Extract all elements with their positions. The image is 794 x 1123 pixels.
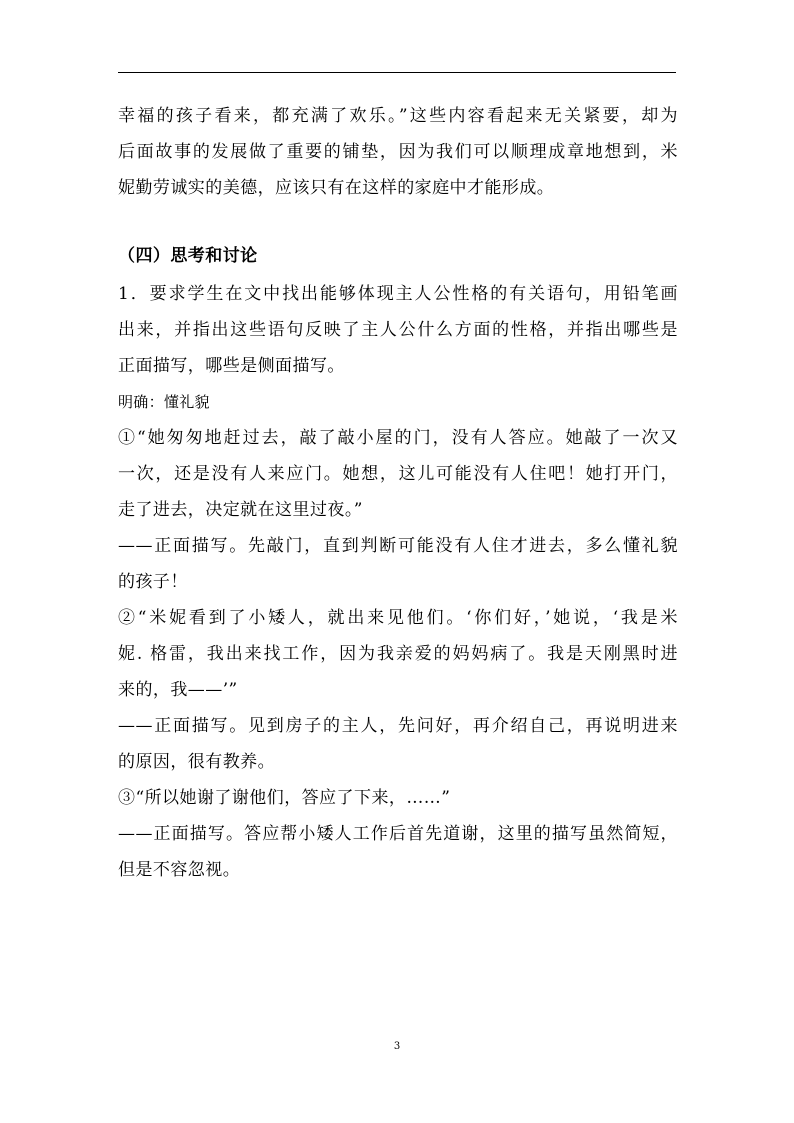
paragraph-line: 后面故事的发展做了重要的铺垫，因为我们可以顺理成章地想到，米 <box>118 142 678 162</box>
answer-label: 明确：懂礼貌 <box>118 393 210 411</box>
paragraph-line: 幸福的孩子看来，都充满了欢乐。”这些内容看起来无关紧要，却为 <box>118 106 678 126</box>
quote-line: 走了进去，决定就在这里过夜。” <box>118 500 363 520</box>
quote-line: ②“米妮看到了小矮人，就出来见他们。‘你们好，’她说，‘我是米 <box>118 608 678 628</box>
comment-line: ——正面描写。见到房子的主人，先问好，再介绍自己，再说明进来 <box>118 716 678 736</box>
header-rule <box>118 72 676 73</box>
comment-line: 但是不容忽视。 <box>118 860 241 880</box>
question-line: 出来，并指出这些语句反映了主人公什么方面的性格，并指出哪些是 <box>118 320 678 340</box>
question-line: 1．要求学生在文中找出能够体现主人公性格的有关语句，用铅笔画 <box>118 284 678 304</box>
document-body <box>118 98 678 888</box>
quote-line: 来的，我——’” <box>118 680 238 700</box>
quote-line: ①“她匆匆地赶过去，敲了敲小屋的门，没有人答应。她敲了一次又 <box>118 428 678 448</box>
quote-line: 一次，还是没有人来应门。她想，这儿可能没有人住吧！她打开门， <box>118 464 678 484</box>
comment-line: ——正面描写。答应帮小矮人工作后首先道谢，这里的描写虽然简短， <box>118 824 678 844</box>
page-number: 3 <box>393 1041 401 1052</box>
question-line: 正面描写，哪些是侧面描写。 <box>118 356 345 376</box>
comment-line: 的孩子！ <box>118 572 188 592</box>
paragraph-line: 妮勤劳诚实的美德，应该只有在这样的家庭中才能形成。 <box>118 178 555 198</box>
section-heading: （四）思考和讨论 <box>118 246 258 266</box>
quote-line: ③“所以她谢了谢他们，答应了下来，……” <box>118 788 451 808</box>
comment-line: 的原因，很有教养。 <box>118 752 276 772</box>
comment-line: ——正面描写。先敲门，直到判断可能没有人住才进去，多么懂礼貌 <box>118 536 678 556</box>
quote-line: 妮. 格雷，我出来找工作，因为我亲爱的妈妈病了。我是天刚黑时进 <box>118 644 678 664</box>
